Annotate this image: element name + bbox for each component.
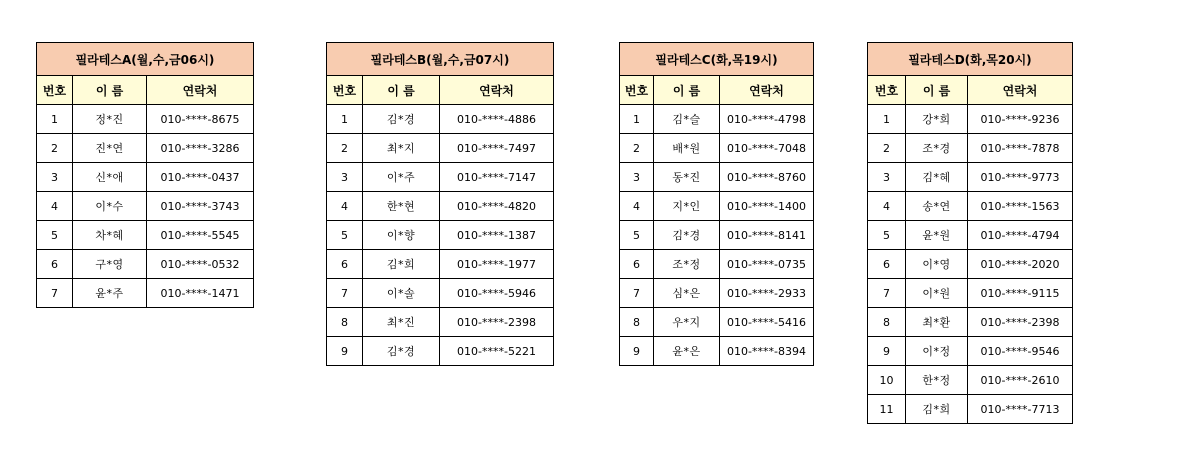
table-row [327,279,554,308]
row-number: 6 [37,250,73,279]
member-contact: 010-****-1977 [440,250,554,279]
table-row [327,308,554,337]
roster-table-a [36,42,254,308]
row-number: 10 [868,366,906,395]
member-name: 강*희 [906,105,968,134]
table-body [868,105,1073,424]
column-header-contact: 연락처 [440,76,554,105]
table-row [620,105,814,134]
row-number: 6 [327,250,363,279]
table-row [620,250,814,279]
member-name: 최*지 [363,134,440,163]
member-contact: 010-****-7713 [968,395,1073,424]
table-row [868,366,1073,395]
row-number: 1 [327,105,363,134]
column-header-contact: 연락처 [720,76,814,105]
row-number: 3 [620,163,654,192]
member-name: 신*애 [73,163,147,192]
row-number: 7 [327,279,363,308]
member-contact: 010-****-9773 [968,163,1073,192]
member-name: 진*연 [73,134,147,163]
member-contact: 010-****-2398 [440,308,554,337]
member-contact: 010-****-8394 [720,337,814,366]
member-contact: 010-****-4794 [968,221,1073,250]
column-header-name: 이 름 [654,76,720,105]
column-header-number: 번호 [37,76,73,105]
row-number: 11 [868,395,906,424]
member-contact: 010-****-1471 [147,279,254,308]
member-name: 김*경 [363,337,440,366]
row-number: 2 [37,134,73,163]
row-number: 4 [868,192,906,221]
row-number: 3 [37,163,73,192]
member-name: 조*경 [906,134,968,163]
roster-table-c [619,42,814,366]
member-contact: 010-****-3286 [147,134,254,163]
member-contact: 010-****-0735 [720,250,814,279]
row-number: 1 [868,105,906,134]
table-row [620,134,814,163]
member-name: 이*영 [906,250,968,279]
table-title: 필라테스C(화,목19시) [620,43,814,76]
member-contact: 010-****-5221 [440,337,554,366]
row-number: 7 [37,279,73,308]
row-number: 5 [37,221,73,250]
member-name: 차*혜 [73,221,147,250]
row-number: 5 [868,221,906,250]
member-contact: 010-****-1387 [440,221,554,250]
column-header-contact: 연락처 [968,76,1073,105]
row-number: 6 [868,250,906,279]
member-contact: 010-****-5545 [147,221,254,250]
member-name: 이*원 [906,279,968,308]
row-number: 9 [327,337,363,366]
row-number: 5 [327,221,363,250]
row-number: 9 [620,337,654,366]
table-row [868,163,1073,192]
table-row [327,163,554,192]
member-name: 지*인 [654,192,720,221]
member-contact: 010-****-8760 [720,163,814,192]
member-name: 이*향 [363,221,440,250]
column-header-number: 번호 [868,76,906,105]
column-header-name: 이 름 [363,76,440,105]
column-header-name: 이 름 [73,76,147,105]
table-row [37,192,254,221]
member-name: 윤*원 [906,221,968,250]
table-row [37,221,254,250]
table-row [620,308,814,337]
table-row [868,134,1073,163]
table-body [37,105,254,308]
member-name: 이*솔 [363,279,440,308]
member-contact: 010-****-0437 [147,163,254,192]
table-body [327,105,554,366]
row-number: 5 [620,221,654,250]
member-contact: 010-****-1563 [968,192,1073,221]
table-row [620,192,814,221]
table-title: 필라테스D(화,목20시) [868,43,1073,76]
table-row [868,395,1073,424]
table-row [868,250,1073,279]
table-row [327,337,554,366]
table-row [868,221,1073,250]
row-number: 2 [868,134,906,163]
table-row [37,105,254,134]
member-name: 정*진 [73,105,147,134]
row-number: 6 [620,250,654,279]
row-number: 1 [620,105,654,134]
table-row [868,192,1073,221]
member-contact: 010-****-5946 [440,279,554,308]
member-contact: 010-****-2398 [968,308,1073,337]
member-contact: 010-****-1400 [720,192,814,221]
table-row [620,163,814,192]
member-contact: 010-****-2933 [720,279,814,308]
row-number: 8 [620,308,654,337]
member-name: 김*희 [906,395,968,424]
roster-table-d [867,42,1073,424]
column-header-contact: 연락처 [147,76,254,105]
member-name: 배*원 [654,134,720,163]
table-row [327,134,554,163]
row-number: 3 [868,163,906,192]
table-row [620,279,814,308]
member-name: 이*수 [73,192,147,221]
member-contact: 010-****-4798 [720,105,814,134]
row-number: 8 [868,308,906,337]
column-header-number: 번호 [620,76,654,105]
table-row [620,221,814,250]
table-row [868,308,1073,337]
table-row [327,221,554,250]
member-contact: 010-****-2610 [968,366,1073,395]
table-body [620,105,814,366]
member-contact: 010-****-4886 [440,105,554,134]
table-title: 필라테스A(월,수,금06시) [37,43,254,76]
member-contact: 010-****-2020 [968,250,1073,279]
member-name: 한*정 [906,366,968,395]
member-contact: 010-****-3743 [147,192,254,221]
table-row [37,163,254,192]
member-name: 이*정 [906,337,968,366]
member-name: 이*주 [363,163,440,192]
member-name: 최*환 [906,308,968,337]
member-name: 김*경 [363,105,440,134]
roster-table-b [326,42,554,366]
row-number: 9 [868,337,906,366]
table-row [37,134,254,163]
row-number: 8 [327,308,363,337]
table-row [327,250,554,279]
member-name: 한*현 [363,192,440,221]
member-contact: 010-****-7048 [720,134,814,163]
member-contact: 010-****-7497 [440,134,554,163]
member-name: 윤*은 [654,337,720,366]
table-row [868,337,1073,366]
row-number: 2 [327,134,363,163]
member-name: 김*경 [654,221,720,250]
member-name: 김*슬 [654,105,720,134]
row-number: 3 [327,163,363,192]
member-contact: 010-****-9546 [968,337,1073,366]
member-contact: 010-****-8141 [720,221,814,250]
row-number: 2 [620,134,654,163]
row-number: 7 [620,279,654,308]
member-name: 조*정 [654,250,720,279]
member-contact: 010-****-0532 [147,250,254,279]
member-contact: 010-****-7878 [968,134,1073,163]
row-number: 4 [327,192,363,221]
member-contact: 010-****-8675 [147,105,254,134]
row-number: 4 [620,192,654,221]
member-name: 김*혜 [906,163,968,192]
row-number: 4 [37,192,73,221]
member-contact: 010-****-9236 [968,105,1073,134]
member-contact: 010-****-5416 [720,308,814,337]
member-name: 송*연 [906,192,968,221]
member-contact: 010-****-7147 [440,163,554,192]
column-header-name: 이 름 [906,76,968,105]
table-row [37,250,254,279]
member-name: 우*지 [654,308,720,337]
member-name: 최*진 [363,308,440,337]
row-number: 7 [868,279,906,308]
table-row [868,279,1073,308]
member-contact: 010-****-9115 [968,279,1073,308]
table-row [868,105,1073,134]
member-name: 구*영 [73,250,147,279]
row-number: 1 [37,105,73,134]
member-name: 윤*주 [73,279,147,308]
column-header-number: 번호 [327,76,363,105]
table-row [37,279,254,308]
table-row [620,337,814,366]
table-row [327,105,554,134]
member-name: 김*희 [363,250,440,279]
member-name: 심*은 [654,279,720,308]
member-name: 동*진 [654,163,720,192]
member-contact: 010-****-4820 [440,192,554,221]
table-title: 필라테스B(월,수,금07시) [327,43,554,76]
table-row [327,192,554,221]
